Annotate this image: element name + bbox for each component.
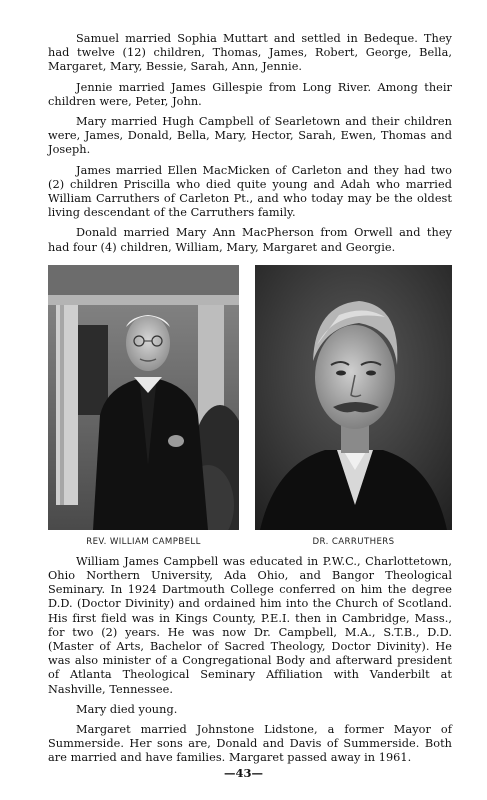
- page-content: [48, 32, 452, 772]
- caption-dr-carruthers: DR. CARRUTHERS: [312, 536, 395, 547]
- paragraph-margaret: Margaret married Johnstone Lidstone, a former Mayor of Summerside. Her sons are, Donald and Davis of Summerside. Both are married and have families. Margaret passed away in 1961.: [48, 723, 452, 765]
- paragraph-samuel: Samuel married Sophia Muttart and settled in Bedeque. They had twelve (12) children, Thomas, James, Robert, George, Bella, Margaret, Mary, Bessie, Sarah, Ann, Jennie.: [48, 32, 452, 74]
- portrait-image: [255, 265, 452, 530]
- portrait-image: [48, 265, 239, 530]
- caption-rev-william-campbell: REV. WILLIAM CAMPBELL: [86, 536, 201, 547]
- paragraph-mary: Mary married Hugh Campbell of Searletown and their children were, James, Donald, Bella, Mary, Hector, Sarah, Ewen, Thomas and Joseph.: [48, 115, 452, 157]
- page-number: —43—: [223, 766, 263, 780]
- photo-section: [48, 265, 452, 551]
- paragraph-donald: Donald married Mary Ann MacPherson from Orwell and they had four (4) children, William, Mary, Margaret and Georgie.: [48, 226, 452, 254]
- photo-dr-carruthers: [255, 265, 452, 530]
- paragraph-jennie: Jennie married James Gillespie from Long River. Among their children were, Peter, John.: [48, 80, 452, 108]
- paragraph-william-james: William James Campbell was educated in P.W.C., Charlottetown, Ohio Northern University, Ada Ohio, and Bangor Theological Seminary. In 1924 Dartmouth College conferred on him the degree D.D. (Doctor Divinity) and ordained him into the Church of Scotland. His first field was in Kings County, P.E.I. then in Cambridge, Mass., for two (2) years. He was now Dr. Campbell, M.A., S.T.B., D.D. (Master of Arts, Bachelor of Sacred Theology, Doctor Divinity). He was also minister of a Congregational Body and afterward president of Atlanta Theological Seminary Affiliation with Vanderbilt at Nashville, Tennessee.: [48, 554, 452, 696]
- paragraph-james: James married Ellen MacMicken of Carleton and they had two (2) children Priscilla who died quite young and Adah who married William Carruthers of Carleton Pt., and who today may be the oldest living descendant of the Carruthers family.: [48, 163, 452, 220]
- photo-rev-william-campbell: [48, 265, 239, 530]
- paragraph-mary-died: Mary died young.: [76, 702, 178, 716]
